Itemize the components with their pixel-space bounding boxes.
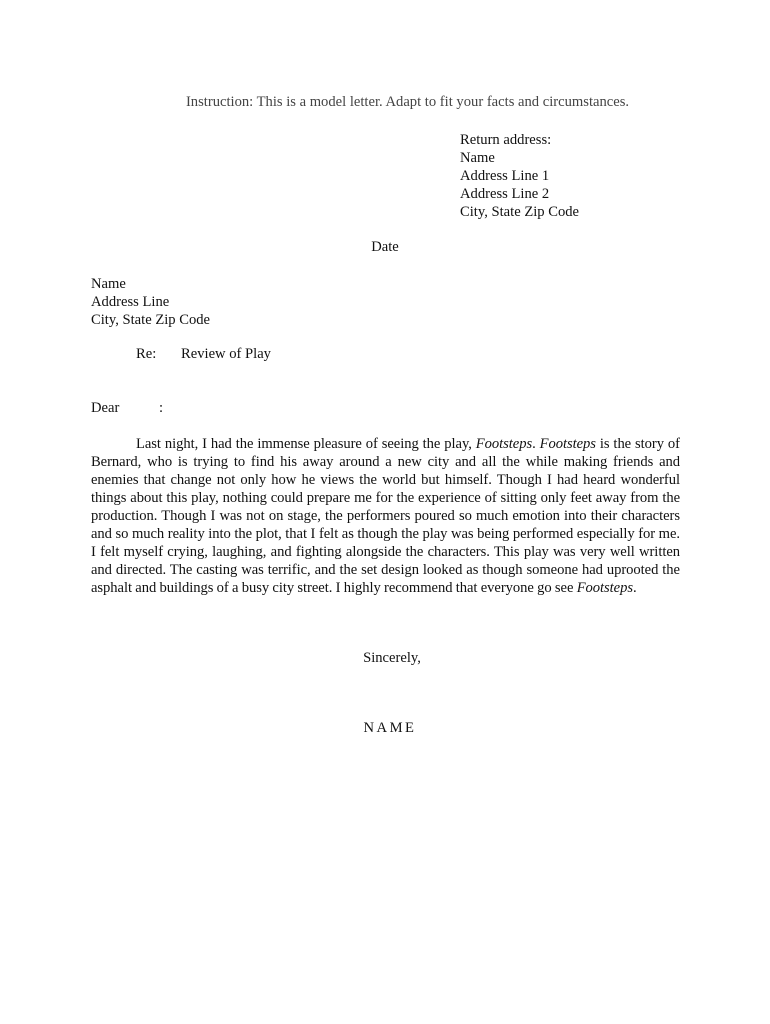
recipient-address-block xyxy=(91,275,210,329)
return-address-line-2: Address Line 2 xyxy=(460,186,550,202)
letter-body-paragraph xyxy=(91,435,680,597)
return-address-name: Name xyxy=(460,150,495,166)
return-address-heading: Return address: xyxy=(460,132,552,148)
recipient-name: Name xyxy=(91,276,126,292)
body-text-part-3: is the story of Bernard, who is trying to find his away around a new city and all the while making friends and enemies that change not only how he views the world but himself. Though I had heard wonderful things about this play, nothing could prepare me for the experience of sitting only feet away from the production. Though I was not on stage, the performers poured so much emotion into their characters and so much reality into the plot, that I felt as though the play was being performed especially for me. I felt myself crying, laughing, and fighting alongside the characters. This play was very well written and directed. The casting was terrific, and the set design looked as though someone had uprooted the asphalt and buildings of a busy city street. I highly recommend that everyone go see xyxy=(91,436,680,596)
salutation xyxy=(91,400,164,417)
salutation-colon: : xyxy=(159,400,164,416)
salutation-greeting: Dear xyxy=(91,400,120,416)
body-text-part-4: . xyxy=(633,580,637,596)
instruction-note: Instruction: This is a model letter. Adapt to fit your facts and circumstances. xyxy=(185,94,630,110)
closing-line: Sincerely, xyxy=(363,650,421,666)
return-address-city-state-zip: City, State Zip Code xyxy=(460,204,580,220)
return-address-line-1: Address Line 1 xyxy=(460,168,550,184)
play-title: Footsteps xyxy=(576,580,633,596)
subject-label: Re: xyxy=(136,346,157,362)
return-address-block xyxy=(460,131,579,221)
signature-name: NAME xyxy=(363,720,417,736)
recipient-address-line: Address Line xyxy=(91,294,170,310)
body-text-part-2: . xyxy=(532,436,540,452)
play-title: Footsteps xyxy=(539,436,596,452)
recipient-city-state-zip: City, State Zip Code xyxy=(91,312,211,328)
body-text-part-1: Last night, I had the immense pleasure of seeing the play, xyxy=(136,436,476,452)
play-title: Footsteps xyxy=(475,436,533,452)
subject-line xyxy=(136,346,271,363)
subject-value: Review of Play xyxy=(181,346,271,362)
letter-date: Date xyxy=(371,239,399,255)
